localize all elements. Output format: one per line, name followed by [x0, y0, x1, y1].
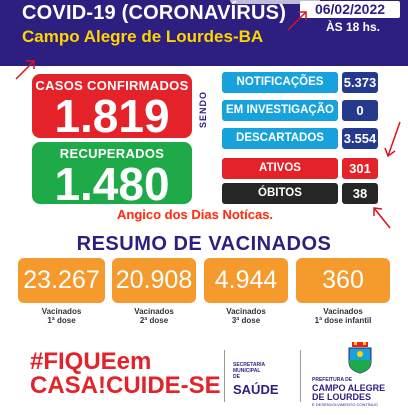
arrow-icon: [382, 120, 404, 160]
report-time: ÀS 18 hs.: [325, 20, 380, 34]
recovered-card: [32, 142, 192, 210]
stat-value: 5.373: [342, 72, 378, 93]
recovered-value: 1.480: [54, 158, 170, 210]
secretaria-label: [233, 362, 265, 380]
vaccine-label-line: 1ª dose: [47, 316, 76, 325]
prefeitura-name-line: CAMPO ALEGRE: [312, 383, 386, 393]
vaccine-third-dose-label: [204, 307, 288, 325]
confirmed-cases-value: 1.819: [54, 90, 170, 142]
secretaria-name: SAÚDE: [233, 382, 279, 397]
divider: [300, 350, 301, 402]
campaign-slogan: [30, 350, 221, 398]
prefeitura-name: [312, 384, 385, 402]
sendo-label: SENDO: [198, 90, 208, 128]
vaccine-first-dose-value: 23.267: [18, 258, 105, 303]
prefeitura-motto: É DESENVOLVIMENTO CONTÍNUO: [312, 402, 378, 407]
city-subtitle: Campo Alegre de Lourdes-BA: [22, 27, 264, 46]
stat-value: 38: [342, 183, 378, 204]
vaccine-third-dose-value: 4.944: [204, 258, 288, 303]
vaccine-first-dose-label: [18, 307, 105, 325]
city-crest-icon: [346, 342, 374, 374]
stat-label: DESCARTADOS: [222, 128, 338, 149]
secretaria-line: MUNICIPAL: [233, 368, 261, 374]
vaccine-child-dose-label: [296, 307, 390, 325]
confirmed-cases-label: CASOS CONFIRMADOS: [35, 78, 189, 93]
prefeitura-label: PREFEITURA DE: [312, 377, 353, 383]
campaign-line: CASA!CUIDE-SE: [30, 372, 221, 399]
vaccine-label-line: Vacinados: [134, 307, 174, 316]
stat-value: 301: [342, 158, 378, 179]
arrow-icon: [370, 204, 392, 230]
stat-label: ATIVOS: [222, 158, 338, 179]
vaccine-label-line: Vacinados: [226, 307, 266, 316]
stat-label: ÓBITOS: [222, 183, 338, 204]
stat-value: 0: [342, 100, 378, 121]
vaccine-second-dose-label: [112, 307, 196, 325]
vaccine-label-line: 2ª dose: [139, 316, 169, 325]
arrow-icon: [286, 8, 310, 32]
secretaria-line: DE: [233, 374, 240, 380]
vaccine-label-line: 1ª dose infantil: [314, 316, 372, 325]
stat-label: NOTIFICAÇÕES: [222, 72, 338, 93]
stat-value: 3.554: [342, 128, 378, 149]
divider: [224, 350, 225, 402]
prefeitura-name-line: DE LOURDES: [312, 392, 372, 402]
vaccines-title: RESUMO DE VACINADOS: [76, 233, 332, 255]
vaccine-child-dose-value: 360: [296, 258, 390, 303]
confirmed-cases-card: [32, 74, 192, 142]
vaccine-label-line: 3ª dose: [231, 316, 261, 325]
vaccine-label-line: Vacinados: [41, 307, 82, 316]
campaign-line: #FIQUEem: [30, 348, 152, 375]
secretaria-line: SECRETARIA: [233, 362, 266, 368]
news-credit: Angico dos Dias Notícas.: [117, 207, 274, 222]
vaccine-second-dose-value: 20.908: [112, 258, 196, 303]
header-bar: [0, 0, 408, 66]
vaccine-label-line: Vacinados: [323, 307, 363, 316]
stat-label: EM INVESTIGAÇÃO: [222, 100, 338, 121]
page-title: COVID-19 (CORONAVÍRUS): [22, 2, 287, 24]
recovered-label: RECUPERADOS: [59, 146, 165, 161]
report-date: 06/02/2022: [300, 1, 400, 18]
